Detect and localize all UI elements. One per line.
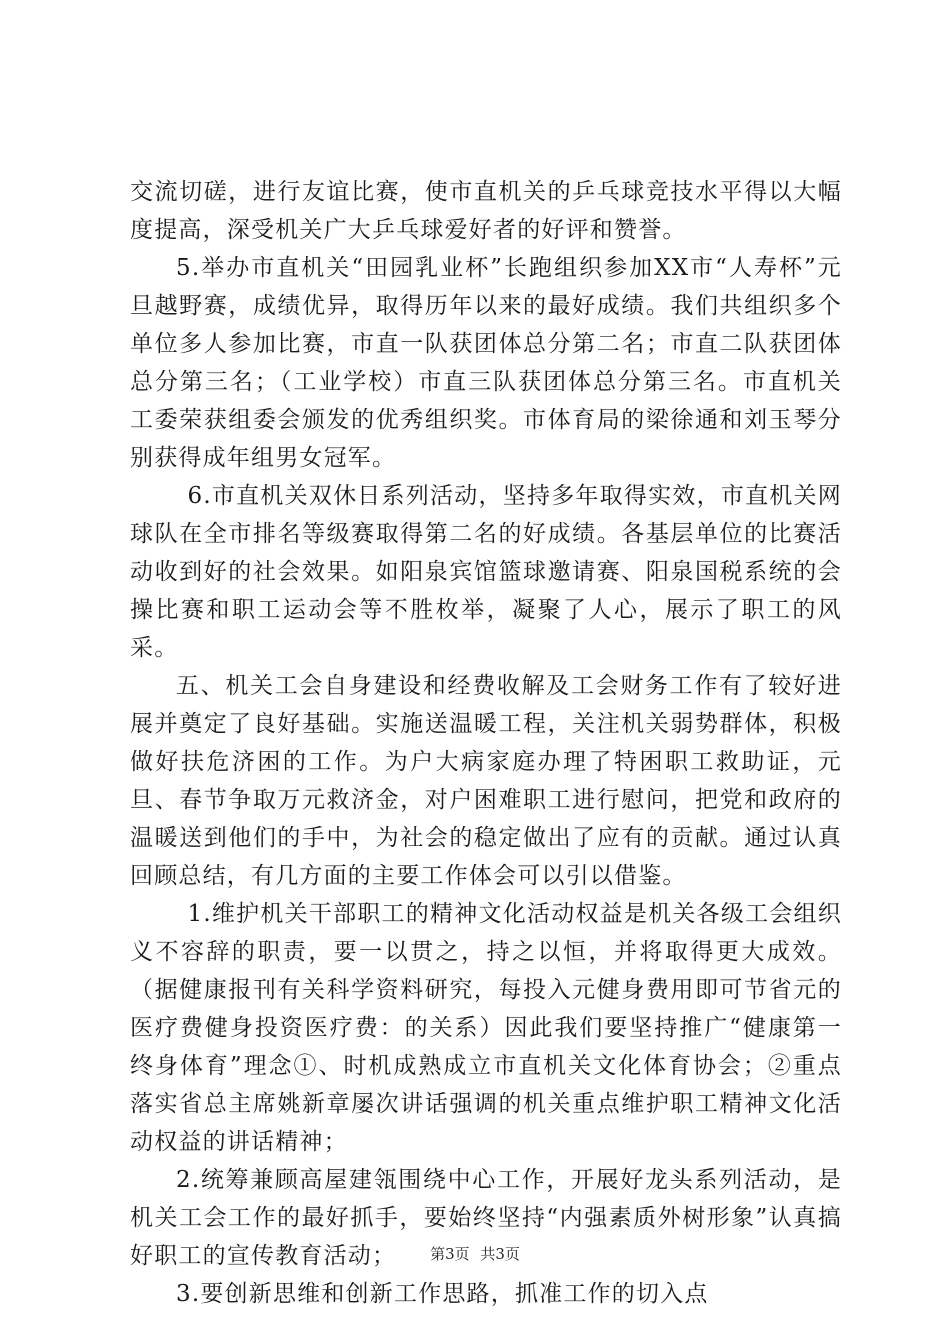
- paragraph-point-3: 3.要创新思维和创新工作思路，抓准工作的切入点: [176, 1281, 709, 1307]
- page-number-current: 第3页: [430, 1245, 470, 1263]
- paragraph-point-1: 1.维护机关干部职工的精神文化活动权益是机关各级工会组织义不容辞的职责，要一以贯之，持之以恒，并将取得更大成效。（据健康报刊有关科学资料研究，每投入元健身费用即可节省元的医疗费健身投资医疗费：的关系）因此我们要坚持推广“健康第一终身体育”理念①、时机成熟成立市直机关文化体育协会；②重点落实省总主席姚新章屡次讲话强调的机关重点维护职工精神文化活动权益的讲话精神；: [130, 901, 842, 1155]
- paragraph-point-2: 2.统筹兼顾高屋建瓴围绕中心工作，开展好龙头系列活动，是机关工会工作的最好抓手，要始终坚持“内强素质外树形象”认真搞好职工的宣传教育活动；: [130, 1167, 842, 1269]
- page-footer: [0, 1244, 950, 1264]
- document-body: [130, 173, 842, 1313]
- paragraph-continuation: 交流切磋，进行友谊比赛，使市直机关的乒乓球竞技水平得以大幅度提高，深受机关广大乒乓球爱好者的好评和赞誉。: [130, 179, 842, 243]
- page-number-total: 共3页: [480, 1245, 520, 1263]
- paragraph-item-5: 5.举办市直机关“田园乳业杯”长跑组织参加XX市“人寿杯”元旦越野赛，成绩优异，取得历年以来的最好成绩。我们共组织多个单位多人参加比赛，市直一队获团体总分第二名；市直二队获团体总分第三名；（工业学校）市直三队获团体总分第三名。市直机关工委荣获组委会颁发的优秀组织奖。市体育局的梁徐通和刘玉琴分别获得成年组男女冠军。: [130, 255, 842, 471]
- paragraph-item-6: 6.市直机关双休日系列活动，坚持多年取得实效，市直机关网球队在全市排名等级赛取得第二名的好成绩。各基层单位的比赛活动收到好的社会效果。如阳泉宾馆篮球邀请赛、阳泉国税系统的会操比赛和职工运动会等不胜枚举，凝聚了人心，展示了职工的风采。: [130, 483, 842, 661]
- paragraph-section-5: 五、机关工会自身建设和经费收解及工会财务工作有了较好进展并奠定了良好基础。实施送温暖工程，关注机关弱势群体，积极做好扶危济困的工作。为户大病家庭办理了特困职工救助证，元旦、春节争取万元救济金，对户困难职工进行慰问，把党和政府的温暖送到他们的手中，为社会的稳定做出了应有的贡献。通过认真回顾总结，有几方面的主要工作体会可以引以借鉴。: [130, 673, 842, 889]
